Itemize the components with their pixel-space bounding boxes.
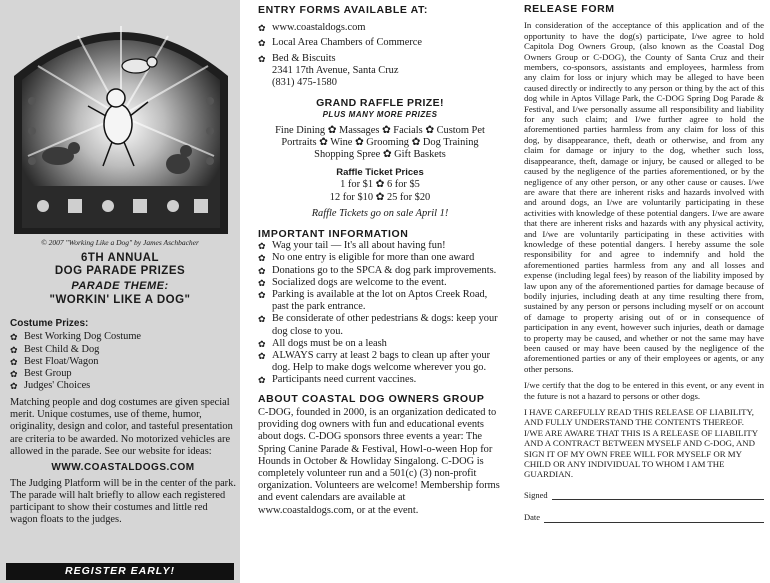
release-paragraph-1: In consideration of the acceptance of this application and of the opportunity to have the dog(s) participate, I/we agree to hold Capitola Dog Owners Group, (also known as the Coastal Dog Owners Group or C-DOG), the County of Santa Cruz and their members, co-sponsors, assistants and employees, harmless from any claim for loss or injury which may be alleged to have been caused directly or indirectly to any person or thing by the act of this dog while in Aptos Village Park, the C-DOG Spring Dog Parade & Festival, and I/we personally assume all responsibility and liability for any such claim; and I/we further agree to hold the aforementioned parties harmless from any claim for loss of this dog, by disappearance, theft, death or otherwise, and from any claim for damage or injury to the dog, whether such loss, disappearance, theft, damage or injury, be caused or alleged to be caused by the negligence of the parties aforementioned, or by the negligence of any other person, or any other cause or causes. I/we are aware that there are inherent risks and hazards involved with and around dogs, an I/we are voluntarily participating in these activities with knowledge of these potential dangers. I/we are aware that there are inherent risks and hazards with any physical activity, and I/we are voluntarily participating in these activities with knowledge of these potential dangers. I hereby assume the sole responsibility for and agree to indemnify and hold the aforementioned parties harmless from any and all losses and expense (including legal fees) by reason of the liability imposed by law upon any of the aforementioned parties for damage because of bodily injuries, including death at any time resulting there from, sustained by any person or persons including myself or on account of damage to property arising out of or in consequence of participation in any event, however such injuries, death or damage to property may be caused, and whether or not the same may have been caused or may have been caused by the negligence of the aforementioned parties or any of their employees or agents, or any other persons. — [524, 20, 764, 374]
release-form-heading: RELEASE FORM — [524, 3, 615, 15]
list-item: ✿ Be considerate of other pedestrians & dogs: keep your dog close to you. — [258, 313, 498, 337]
paw-icon: ✿ — [10, 344, 18, 355]
paw-icon: ✿ — [258, 375, 266, 386]
costume-heading: Costume Prizes: — [10, 318, 89, 329]
paw-icon: ✿ — [10, 332, 18, 343]
costume-prize-list — [10, 331, 236, 392]
paw-icon: ✿ — [10, 381, 18, 392]
paw-icon: ✿ — [258, 53, 266, 64]
left-panel — [0, 0, 240, 583]
entry-forms-heading: ENTRY FORMS AVAILABLE AT: — [258, 4, 428, 16]
signature-line[interactable] — [552, 490, 764, 500]
important-info-list — [258, 240, 502, 386]
list-item — [258, 53, 502, 90]
list-item: ✿ Judges' Choices — [10, 380, 91, 392]
list-item: ✿ Best Float/Wagon — [10, 355, 99, 367]
list-item: ✿ Donations go to the SPCA & dog park improvements. — [258, 264, 497, 276]
raffle-prizes-line1: Fine Dining ✿ Massages ✿ Facials ✿ Custom Pet — [275, 124, 485, 136]
paw-icon: ✿ — [258, 23, 266, 34]
list-item: ✿ Wag your tail — It's all about having fun! — [258, 240, 446, 252]
ticket-line2: 12 for $10 ✿ 25 for $20 — [329, 191, 431, 203]
theme-title: "WORKIN' LIKE A DOG" — [49, 294, 191, 306]
list-item: ✿ Best Working Dog Costume — [10, 331, 142, 343]
raffle-subheading: PLUS MANY MORE PRIZES — [322, 110, 438, 120]
working-dog-artwork — [8, 6, 234, 236]
prizes-heading-line1: 6TH ANNUAL — [80, 252, 160, 264]
entry-location-list — [258, 22, 502, 89]
raffle-prizes-line3: Shopping Spree ✿ Gift Baskets — [314, 149, 446, 161]
date-field[interactable] — [524, 512, 764, 522]
artwork-credit: © 2007 "Working Like a Dog" by James Aschbacher — [41, 238, 199, 247]
raffle-sale-text: Raffle Tickets go on sale April 1! — [311, 207, 449, 219]
prizes-heading — [0, 252, 240, 278]
list-item: ✿ Participants need current vaccines. — [258, 374, 417, 386]
signed-label: Signed — [524, 489, 548, 500]
paw-icon: ✿ — [258, 277, 266, 288]
theme-label: PARADE THEME: — [71, 280, 169, 292]
paw-icon: ✿ — [258, 265, 266, 276]
raffle-heading: GRAND RAFFLE PRIZE! — [316, 97, 444, 110]
signature-field[interactable] — [524, 490, 764, 500]
important-info-heading: IMPORTANT INFORMATION — [258, 228, 409, 241]
middle-panel — [258, 0, 502, 517]
raffle-prizes-line2: Portraits ✿ Wine ✿ Grooming ✿ Dog Training — [281, 136, 479, 148]
paw-icon: ✿ — [10, 356, 18, 367]
raffle-prize-list — [258, 125, 502, 162]
list-item: ✿ Local Area Chambers of Commerce — [258, 37, 423, 49]
list-item: ✿ ALWAYS carry at least 2 bags to clean up after your dog. Help to make dogs welcome wherever you go. — [258, 350, 491, 374]
paw-icon: ✿ — [258, 338, 266, 349]
date-line[interactable] — [544, 513, 764, 523]
paw-icon: ✿ — [258, 241, 266, 252]
paw-icon: ✿ — [258, 314, 266, 325]
paw-icon: ✿ — [10, 369, 18, 380]
release-paragraph-3: I HAVE CAREFULLY READ THIS RELEASE OF LIABILITY, AND FULLY UNDERSTAND THE CONTENTS THEREOF. I/WE ARE AWARE THAT THIS IS A RELEASE OF LIABILITY AND A CONTRACT BETWEEN MYSELF AND C-DOG, AND SIGN IT OF MY OWN FREE WILL FOR MYSELF OR MY CHILD OR ANY INDIVIDUAL TO WHOM I AM THE GUARDIAN. — [524, 407, 758, 480]
website-link[interactable]: WWW.COASTALDOGS.COM — [51, 462, 195, 474]
list-item: ✿ No one entry is eligible for more than one award — [258, 252, 475, 264]
about-heading: ABOUT COASTAL DOG OWNERS GROUP — [258, 392, 485, 405]
list-item: ✿ Best Child & Dog — [10, 343, 100, 355]
bed-phone: (831) 475-1580 — [272, 77, 337, 89]
list-item: ✿ Parking is available at the lot on Aptos Creek Road, past the park entrance. — [258, 289, 488, 313]
about-text: C-DOG, founded in 2000, is an organization dedicated to providing dog owners with fun and educational events about dogs. C-DOG sponsors three events a year: The Spring Canine Parade & Festival, Howl-o-ween Hop for Hounds in October & Howliday Singalong. C-DOG is completely volunteer run and a 501(c) (3) non-profit organization. Volunteers are welcome! Membership forms and event calendars are available at www.coastaldogs.com, or at the event. — [258, 406, 500, 516]
ticket-prices-heading: Raffle Ticket Prices — [336, 167, 424, 179]
judging-text: The Judging Platform will be in the center of the park. The parade will halt briefly to allow each registered participant to show their costumes and little red wagon floats to the judges. — [10, 477, 236, 526]
list-item: ✿ Best Group — [10, 368, 72, 380]
date-label: Date — [524, 512, 541, 523]
paw-icon: ✿ — [258, 290, 266, 301]
release-form-panel — [524, 0, 764, 523]
bed-address: 2341 17th Avenue, Santa Cruz — [272, 64, 399, 76]
bed-name: Bed & Biscuits — [272, 52, 336, 64]
list-item: ✿ All dogs must be on a leash — [258, 337, 387, 349]
list-item: ✿ Socialized dogs are welcome to the event. — [258, 276, 447, 288]
paw-icon: ✿ — [258, 38, 266, 49]
prizes-heading-line2: DOG PARADE PRIZES — [54, 265, 186, 277]
paw-icon: ✿ — [258, 351, 266, 362]
ticket-line1: 1 for $1 ✿ 6 for $5 — [340, 179, 420, 191]
matching-text: Matching people and dog costumes are given special merit. Unique costumes, use of theme, humor, originality, design and color, and tasteful presentation are criteria to be awarded. No motorized vehicles are allowed in the parade. See our website for ideas: — [10, 396, 233, 457]
ticket-prices — [258, 179, 502, 203]
paw-icon: ✿ — [258, 253, 266, 264]
register-early-banner: REGISTER EARLY! — [6, 563, 234, 580]
release-paragraph-2: I/we certify that the dog to be entered in this event, or any event in the future is not a hazard to persons or other dogs. — [524, 380, 764, 401]
list-item[interactable]: ✿ www.coastaldogs.com — [258, 22, 366, 34]
costume-section — [10, 318, 236, 530]
